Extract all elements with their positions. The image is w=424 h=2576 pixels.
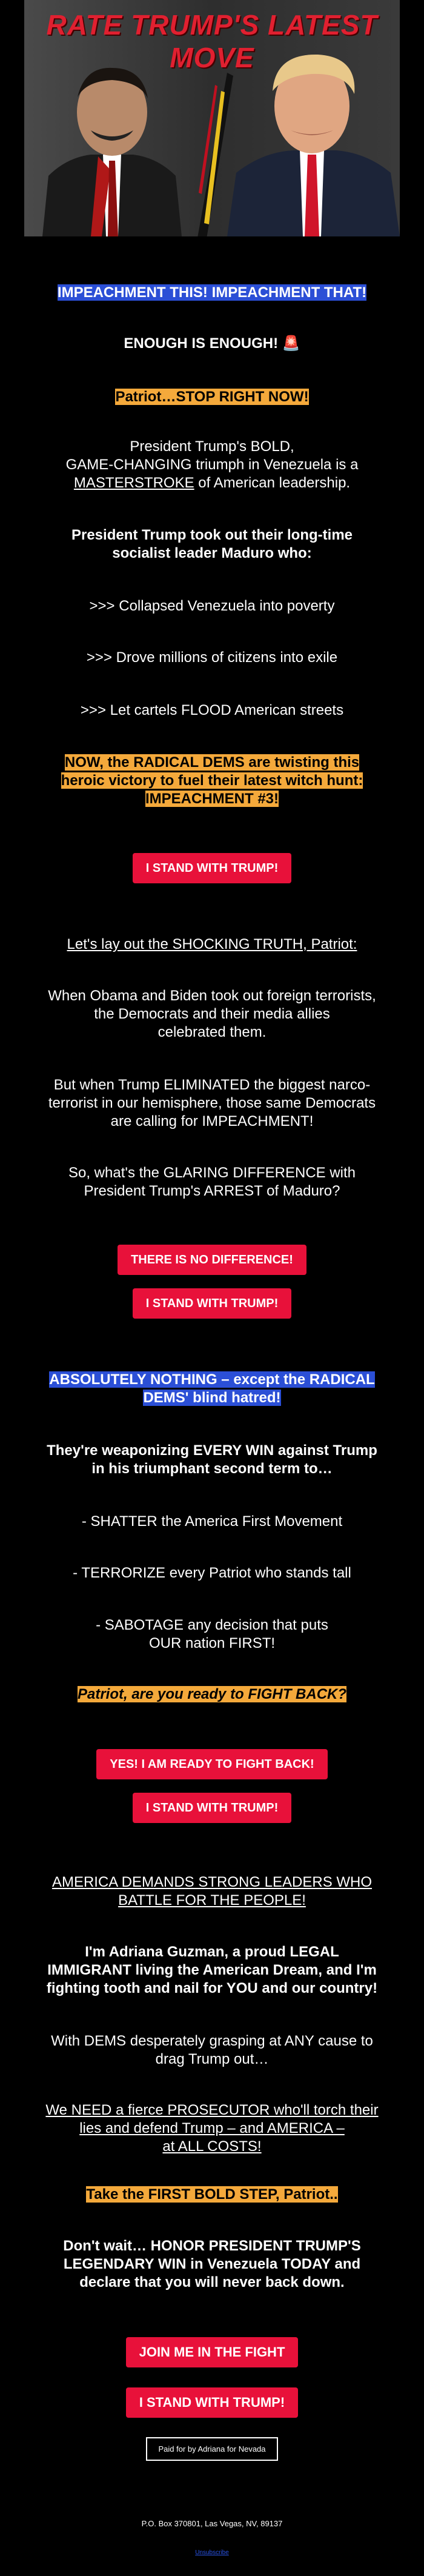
- paid-for-by-box: Paid for by Adriana for Nevada: [146, 2437, 277, 2461]
- first-bold-step-text: Take the FIRST BOLD STEP, Patriot..: [86, 2186, 338, 2203]
- bullet-cartels: >>> Let cartels FLOOD American streets: [80, 702, 344, 718]
- hero-title: RATE TRUMP'S LATEST MOVE: [46, 9, 378, 73]
- stand-with-trump-button-4[interactable]: I STAND WITH TRUMP!: [126, 2387, 298, 2418]
- hero-image: [24, 0, 400, 236]
- enough-text: ENOUGH IS ENOUGH! 🚨: [124, 335, 300, 352]
- shocking-truth-link[interactable]: Let's lay out the SHOCKING TRUTH, Patriot:: [67, 936, 357, 952]
- obama-biden-paragraph: When Obama and Biden took out foreign terrorists, the Democrats and their media allies celebrated them.: [48, 988, 376, 1040]
- masterstroke-paragraph: President Trump's BOLD, GAME-CHANGING triumph in Venezuela is a MASTERSTROKE of American leadership.: [65, 438, 359, 491]
- stand-with-trump-button-2[interactable]: I STAND WITH TRUMP!: [133, 1288, 292, 1319]
- mailing-address: P.O. Box 370801, Las Vegas, NV, 89137: [141, 2519, 283, 2528]
- honor-trump-paragraph: Don't wait… HONOR PRESIDENT TRUMP'S LEGENDARY WIN in Venezuela TODAY and declare that you will never back down.: [63, 2238, 361, 2290]
- fight-back-question: Patriot, are you ready to FIGHT BACK?: [77, 1686, 347, 1702]
- ready-to-fight-button[interactable]: YES! I AM READY TO FIGHT BACK!: [96, 1749, 327, 1779]
- bullet-sabotage: - SABOTAGE any decision that puts OUR nation FIRST!: [96, 1617, 328, 1651]
- left-portrait-figure: [30, 55, 194, 236]
- dems-grasping-paragraph: With DEMS desperately grasping at ANY cause to drag Trump out…: [51, 2033, 373, 2067]
- join-the-fight-button[interactable]: JOIN ME IN THE FIGHT: [126, 2337, 299, 2367]
- glaring-difference-paragraph: So, what's the GLARING DIFFERENCE with President Trump's ARREST of Maduro?: [68, 1165, 356, 1199]
- maduro-paragraph: President Trump took out their long-time socialist leader Maduro who:: [71, 527, 353, 561]
- weaponizing-paragraph: They're weaponizing EVERY WIN against Trump in his triumphant second term to…: [47, 1442, 377, 1477]
- unsubscribe-link[interactable]: Unsubscribe: [195, 2549, 229, 2556]
- narco-terrorist-paragraph: But when Trump ELIMINATED the biggest narco- terrorist in our hemisphere, those same Democrats are calling for IMPEACHMENT!: [48, 1077, 376, 1129]
- stop-right-now-text: Patriot…STOP RIGHT NOW!: [115, 389, 309, 405]
- bullet-poverty: >>> Collapsed Venezuela into poverty: [89, 598, 335, 614]
- no-difference-button[interactable]: THERE IS NO DIFFERENCE!: [118, 1245, 306, 1275]
- headline-impeachment: IMPEACHMENT THIS! IMPEACHMENT THAT!: [57, 284, 367, 301]
- witch-hunt-paragraph: NOW, the RADICAL DEMS are twisting this heroic victory to fuel their latest witch hunt: IMPEACHMENT #3!: [61, 754, 363, 807]
- prosecutor-link[interactable]: We NEED a fierce PROSECUTOR who'll torch their lies and defend Trump – and AMERICA – at ALL COSTS!: [45, 2102, 379, 2155]
- bullet-terrorize: - TERRORIZE every Patriot who stands tall: [73, 1565, 351, 1581]
- right-portrait-figure: [221, 42, 400, 236]
- bullet-shatter: - SHATTER the America First Movement: [81, 1513, 343, 1530]
- bullet-exile: >>> Drove millions of citizens into exile: [86, 649, 338, 666]
- stand-with-trump-button-1[interactable]: I STAND WITH TRUMP!: [133, 853, 292, 883]
- absolutely-nothing-paragraph: ABSOLUTELY NOTHING – except the RADICAL DEMS' blind hatred!: [49, 1371, 375, 1406]
- stand-with-trump-button-3[interactable]: I STAND WITH TRUMP!: [133, 1793, 292, 1823]
- adriana-intro-paragraph: I'm Adriana Guzman, a proud LEGAL IMMIGRANT living the American Dream, and I'm fighting tooth and nail for YOU and our country!: [46, 1944, 378, 1996]
- masterstroke-text: MASTERSTROKE: [73, 475, 194, 491]
- strong-leaders-link[interactable]: AMERICA DEMANDS STRONG LEADERS WHO BATTLE FOR THE PEOPLE!: [51, 1874, 373, 1909]
